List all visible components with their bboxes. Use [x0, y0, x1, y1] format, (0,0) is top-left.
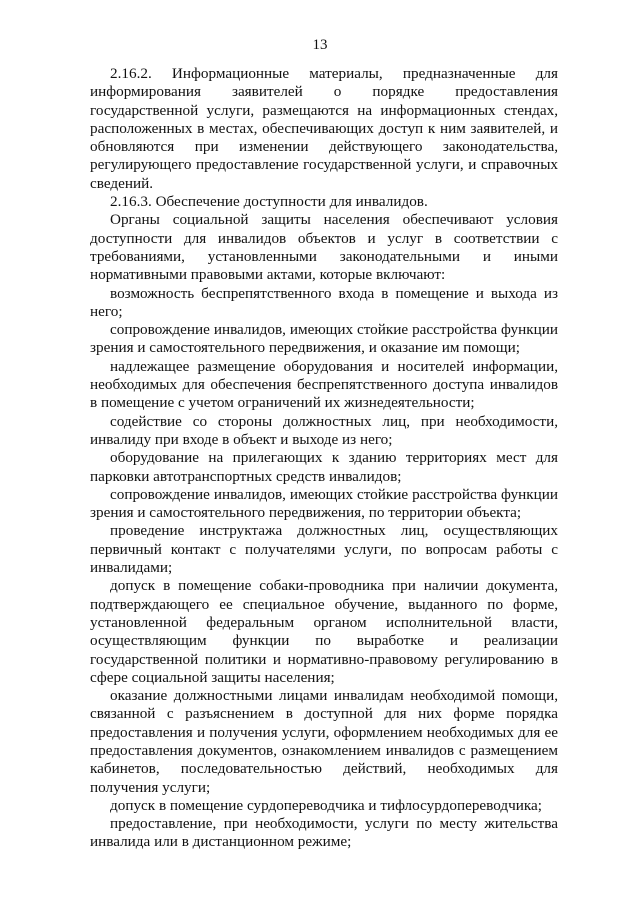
list-item: содействие со стороны должностных лиц, при необходимости, инвалиду при входе в объект и выходе из него; — [90, 412, 558, 448]
paragraph-2-16-3-heading: 2.16.3. Обеспечение доступности для инвалидов. — [110, 193, 428, 211]
paragraph-2-16-2: 2.16.2. Информационные материалы, предназначенные для информирования заявителей о порядке предоставления государственной услуги, размещаются на информационных стендах, расположенных в местах, обеспечивающих доступ к ним заявителей, и обновляются при изменении действующего законодательства, регулирующего предоставление государственной услуги, и справочных сведений. — [90, 65, 558, 192]
list-item: оказание должностными лицами инвалидам необходимой помощи, связанной с разъяснением в доступной для них форме порядка предоставления и получения услуги, оформлением необходимых для ее предоставления документов, ознакомлением инвалидов с размещением кабинетов, последовательностью действий, необходимых для получения услуги; — [90, 687, 558, 796]
list-item: возможность беспрепятственного входа в помещение и выхода из него; — [90, 284, 558, 320]
list-item: надлежащее размещение оборудования и носителей информации, необходимых для обеспечения беспрепятственного доступа инвалидов в помещение с учетом ограничений их жизнедеятельности; — [90, 357, 558, 412]
paragraph-intro: Органы социальной защиты населения обеспечивают условия доступности для инвалидов объектов и услуг в соответствии с требованиями, установленными законодательными и иными нормативными правовыми актами, которые включают: — [90, 211, 558, 284]
list-item: сопровождение инвалидов, имеющих стойкие расстройства функции зрения и самостоятельного передвижения, по территории объекта; — [90, 485, 558, 522]
document-body — [90, 65, 558, 852]
list-item: проведение инструктажа должностных лиц, осуществляющих первичный контакт с получателями услуги, по вопросам работы с инвалидами; — [90, 522, 558, 577]
list-item: предоставление, при необходимости, услуги по месту жительства инвалида или в дистанционном режиме; — [90, 815, 558, 851]
list-item: допуск в помещение сурдопереводчика и тифлосурдопереводчика; — [110, 796, 542, 814]
list-item: оборудование на прилегающих к зданию территориях мест для парковки автотранспортных средств инвалидов; — [90, 449, 558, 485]
list-item: допуск в помещение собаки-проводника при наличии документа, подтверждающего ее специальное обучение, выданного по форме, установленной федеральным органом исполнительной власти, осуществляющим функции по выработке и реализации государственной политики и нормативно-правовому регулированию в сфере социальной защиты населения; — [90, 577, 558, 686]
page-number: 13 — [312, 37, 328, 53]
list-item: сопровождение инвалидов, имеющих стойкие расстройства функции зрения и самостоятельного передвижения, и оказание им помощи; — [90, 321, 558, 357]
